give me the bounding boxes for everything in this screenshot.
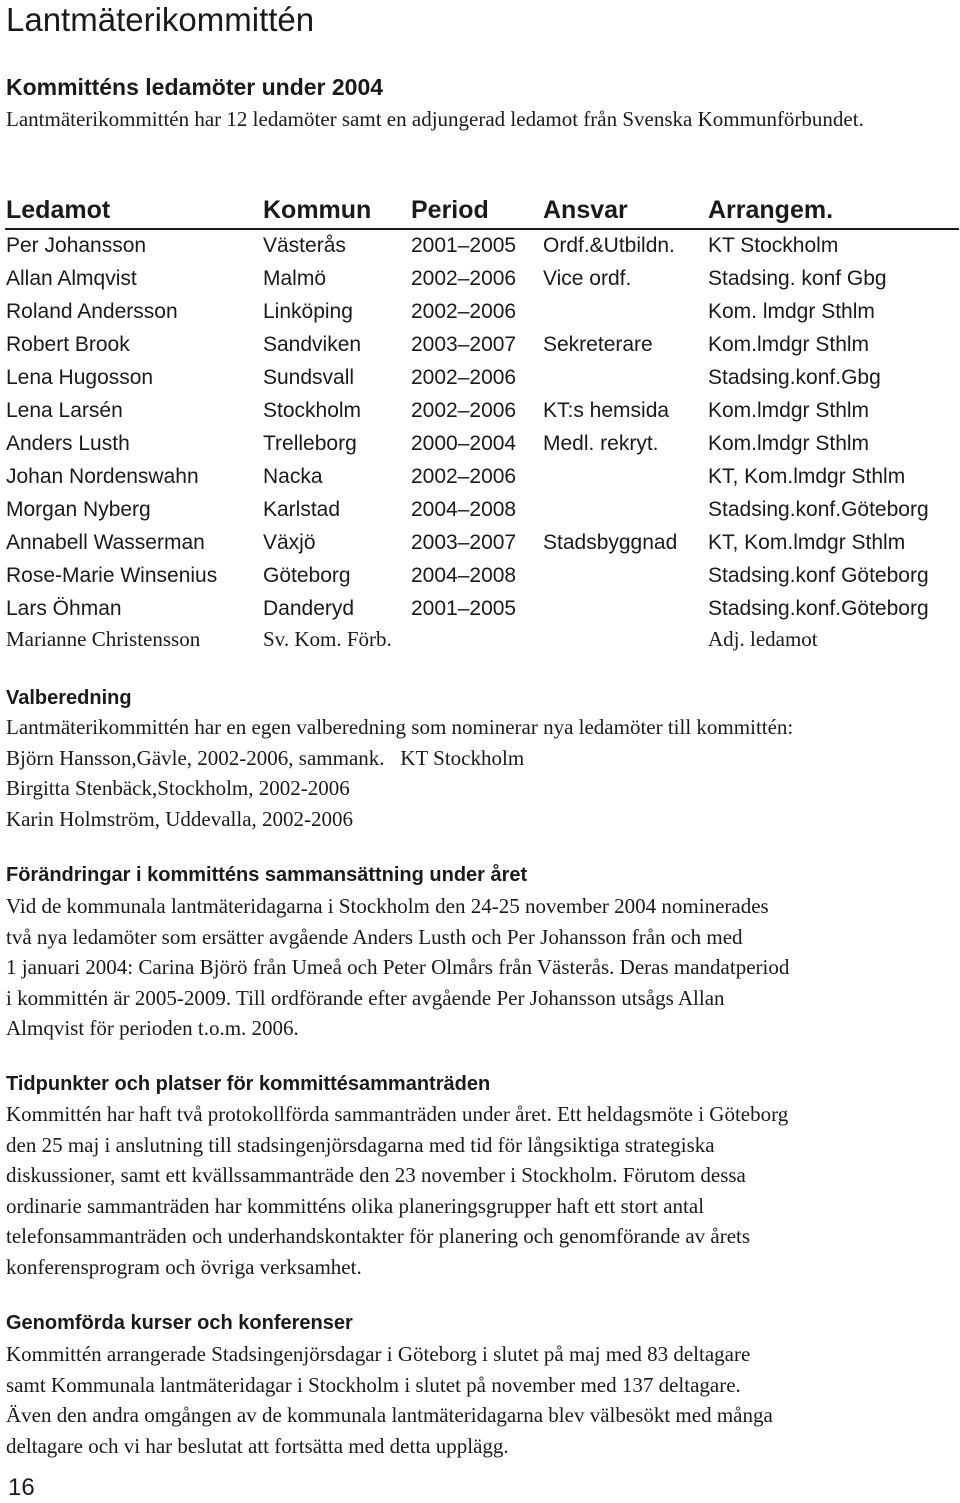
table-cell-period: 2002–2006 (411, 300, 517, 323)
text-line: deltagare och vi har beslutat att fortsätta med detta upplägg. (6, 1433, 509, 1458)
table-cell-arrangem: KT Stockholm (708, 234, 839, 257)
table-cell: Marianne Christensson (6, 627, 201, 651)
table-cell-period: 2002–2006 (411, 366, 517, 389)
text-line: samt Kommunala lantmäteridagar i Stockholm i slutet på november med 137 deltagare. (6, 1372, 741, 1397)
table-cell-kommun: Växjö (263, 531, 316, 554)
column-header-ansvar: Ansvar (543, 196, 628, 224)
table-row (0, 526, 960, 559)
text-line: Björn Hansson,Gävle, 2002-2006, sammank. KT Stockholm (6, 745, 525, 770)
table-cell-kommun: Trelleborg (263, 432, 357, 455)
table-cell-kommun: Nacka (263, 465, 323, 488)
table-row (0, 295, 960, 328)
table-cell-kommun: Danderyd (263, 597, 355, 620)
text-line: i kommittén är 2005-2009. Till ordförande efter avgående Per Johansson utsågs Allan (6, 985, 725, 1010)
table-cell-arrangem: Stadsing.konf.Gbg (708, 366, 881, 389)
text-line: Kommittén arrangerade Stadsingenjörsdagar i Göteborg i slutet på maj med 83 deltagare (6, 1342, 751, 1366)
valberedning-text (6, 712, 793, 834)
table-cell-arrangem: Stadsing.konf.Göteborg (708, 597, 929, 620)
table-cell-period: 2004–2008 (411, 498, 517, 521)
table-cell-kommun: Göteborg (263, 564, 351, 587)
table-cell-period: 2000–2004 (411, 432, 517, 455)
table-cell-ledamot: Roland Andersson (6, 300, 178, 323)
members-heading: Kommitténs ledamöter under 2004 (6, 74, 384, 100)
column-header-kommun: Kommun (263, 196, 372, 224)
table-cell-ledamot: Lars Öhman (6, 597, 122, 620)
table-cell-ansvar: Sekreterare (543, 333, 653, 356)
table-cell-ledamot: Morgan Nyberg (6, 498, 151, 521)
table-cell-arrangem: Kom.lmdgr Sthlm (708, 333, 870, 356)
table-cell-ansvar: Stadsbyggnad (543, 531, 678, 554)
table-cell-ledamot: Lena Hugosson (6, 366, 154, 389)
table-cell-ansvar: KT:s hemsida (543, 399, 670, 422)
members-intro: Lantmäterikommittén har 12 ledamöter samt en adjungerad ledamot från Svenska Kommunförbundet. (6, 107, 864, 131)
table-cell-arrangem: Kom.lmdgr Sthlm (708, 399, 870, 422)
page-title: Lantmäterikommittén (6, 1, 315, 38)
text-line: Lantmäterikommittén har en egen valberedning som nominerar nya ledamöter till kommittén: (6, 715, 794, 739)
kurser-text (6, 1339, 773, 1461)
table-cell: Adj. ledamot (708, 627, 818, 651)
text-line: Karin Holmström, Uddevalla, 2002-2006 (6, 806, 354, 831)
table-cell-arrangem: Kom. lmdgr Sthlm (708, 300, 875, 323)
text-line: två nya ledamöter som ersätter avgående Anders Lusth och Per Johansson från och med (6, 924, 743, 949)
table-header (0, 196, 960, 228)
table-cell-period: 2001–2005 (411, 234, 517, 257)
table-cell-kommun: Linköping (263, 300, 353, 323)
table-cell: Sv. Kom. Förb. (263, 627, 392, 651)
text-line: Almqvist för perioden t.o.m. 2006. (6, 1016, 299, 1040)
table-cell-period: 2004–2008 (411, 564, 517, 587)
table-cell-ledamot: Annabell Wasserman (6, 531, 205, 554)
forandringar-heading: Förändringar i kommitténs sammansättning under året (6, 864, 528, 886)
table-row (0, 427, 960, 460)
text-line: den 25 maj i anslutning till stadsingenjörsdagarna med tid för långsiktiga strategiska (6, 1132, 715, 1157)
table-row (0, 361, 960, 394)
table-cell-ledamot: Johan Nordenswahn (6, 465, 199, 488)
adjunct-row (0, 623, 960, 656)
text-line: Kommittén har haft två protokollförda sammanträden under året. Ett heldagsmöte i Göteborg (6, 1102, 789, 1126)
table-cell-period: 2003–2007 (411, 333, 517, 356)
table-cell-ledamot: Allan Almqvist (6, 267, 137, 290)
table-cell-ansvar: Medl. rekryt. (543, 432, 659, 455)
table-cell-kommun: Sundsvall (263, 366, 355, 389)
table-cell-arrangem: KT, Kom.lmdgr Sthlm (708, 531, 906, 554)
table-cell-kommun: Malmö (263, 267, 327, 290)
text-line: Birgitta Stenbäck,Stockholm, 2002-2006 (6, 776, 350, 800)
table-cell-ledamot: Rose-Marie Winsenius (6, 564, 218, 587)
text-line: Vid de kommunala lantmäteridagarna i Stockholm den 24-25 november 2004 nominerades (6, 894, 769, 918)
table-cell-period: 2003–2007 (411, 531, 517, 554)
column-header-period: Period (411, 196, 489, 224)
table-cell-period: 2001–2005 (411, 597, 517, 620)
table-cell-arrangem: Stadsing.konf.Göteborg (708, 498, 929, 521)
page-number: 16 (8, 1474, 35, 1501)
table-cell-ledamot: Robert Brook (6, 333, 130, 356)
table-row (0, 559, 960, 592)
forandringar-text (6, 891, 789, 1044)
tidpunkter-heading: Tidpunkter och platser för kommittésammanträden (6, 1073, 491, 1095)
table-cell-period: 2002–2006 (411, 267, 517, 290)
table-row (0, 262, 960, 295)
tidpunkter-text (6, 1099, 788, 1282)
table-row (0, 328, 960, 361)
table-cell-kommun: Sandviken (263, 333, 362, 356)
text-line: 1 januari 2004: Carina Björö från Umeå och Peter Olmårs från Västerås. Deras mandatperiod (6, 955, 790, 979)
table-row (0, 394, 960, 427)
table-cell-kommun: Stockholm (263, 399, 362, 422)
text-line: konferensprogram och övriga verksamhet. (6, 1254, 362, 1279)
table-cell-kommun: Karlstad (263, 498, 341, 521)
text-line: telefonsammanträden och underhandskontakter för planering och genomförande av årets (6, 1224, 751, 1248)
table-cell-ledamot: Lena Larsén (6, 399, 123, 422)
column-header-arrangem: Arrangem. (708, 196, 834, 224)
table-cell-ledamot: Per Johansson (6, 234, 147, 257)
kurser-heading: Genomförda kurser och konferenser (6, 1312, 353, 1334)
table-cell-period: 2002–2006 (411, 399, 517, 422)
table-row (0, 493, 960, 526)
table-cell-arrangem: Kom.lmdgr Sthlm (708, 432, 870, 455)
table-cell-arrangem: Stadsing.konf Göteborg (708, 564, 929, 587)
text-line: Även den andra omgången av de kommunala lantmäteridagarna blev välbesökt med många (6, 1403, 773, 1427)
table-row (0, 592, 960, 625)
text-line: ordinarie sammanträden har kommitténs olika planeringsgrupper haft ett stort antal (6, 1193, 705, 1218)
table-cell-period: 2002–2006 (411, 465, 517, 488)
table-cell-ansvar: Vice ordf. (543, 267, 632, 290)
column-header-ledamot: Ledamot (6, 196, 111, 224)
table-cell-arrangem: Stadsing. konf Gbg (708, 267, 887, 290)
table-cell-ansvar: Ordf.&Utbildn. (543, 234, 675, 257)
table-cell-ledamot: Anders Lusth (6, 432, 130, 455)
table-cell-kommun: Västerås (263, 234, 346, 257)
table-row (0, 229, 960, 262)
valberedning-heading: Valberedning (6, 687, 132, 709)
table-row (0, 460, 960, 493)
text-line: diskussioner, samt ett kvällssammanträde den 23 november i Stockholm. Förutom dessa (6, 1163, 746, 1187)
table-cell-arrangem: KT, Kom.lmdgr Sthlm (708, 465, 906, 488)
